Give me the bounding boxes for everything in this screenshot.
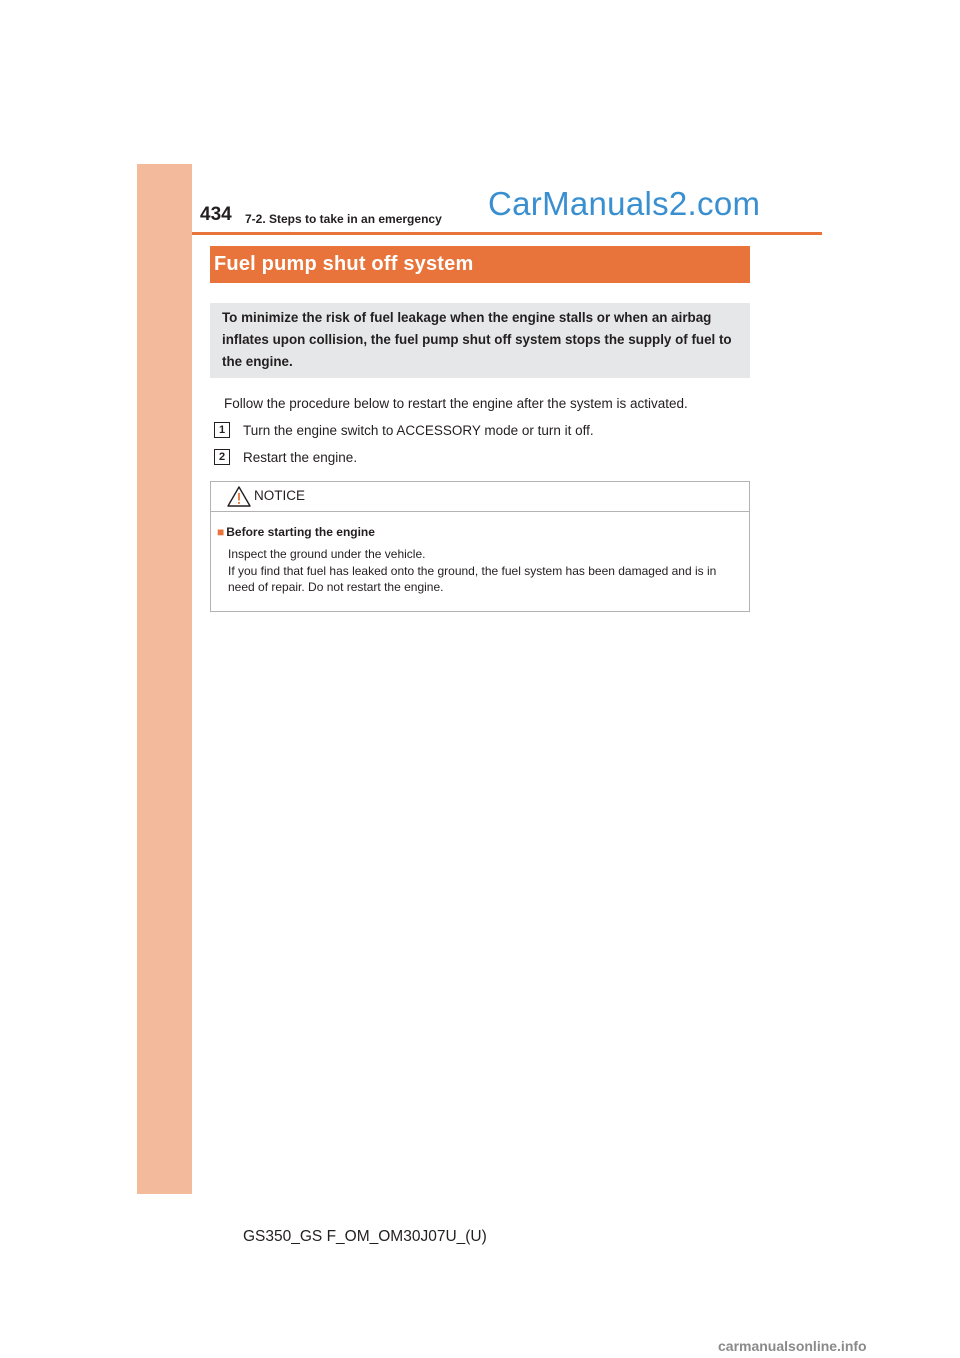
document-code: GS350_GS F_OM_OM30J07U_(U)	[243, 1228, 487, 1245]
page-number: 434	[200, 204, 232, 225]
notice-header	[211, 482, 749, 512]
step-text: Turn the engine switch to ACCESSORY mode or turn it off.	[243, 423, 594, 438]
notice-line: Inspect the ground under the vehicle.	[228, 547, 426, 561]
footer-watermark: carmanualsonline.info	[718, 1338, 867, 1354]
page-heading: Fuel pump shut off system	[214, 253, 474, 275]
notice-label: NOTICE	[254, 488, 306, 503]
notice-body	[228, 546, 743, 596]
section-title: 7-2. Steps to take in an emergency	[245, 212, 442, 226]
intro-text: To minimize the risk of fuel leakage when the engine stalls or when an airbag inflates upon collision, the fuel pump shut off system stops the supply of fuel to the engine.	[222, 310, 732, 369]
notice-item-title	[217, 525, 375, 540]
heading-bar	[210, 246, 750, 283]
notice-item-title-text: Before starting the engine	[226, 525, 375, 539]
intro-box	[210, 303, 750, 378]
notice-box	[210, 481, 750, 612]
header-rule	[192, 232, 822, 235]
step-number-badge: 1	[214, 422, 230, 438]
step-number-badge: 2	[214, 449, 230, 465]
notice-line: If you find that fuel has leaked onto the ground, the fuel system has been damaged and is in need of repair. Do not restart the engine.	[228, 563, 717, 594]
procedure-text: Follow the procedure below to restart the engine after the system is activated.	[224, 396, 688, 411]
step-text: Restart the engine.	[243, 450, 358, 465]
site-watermark: CarManuals2.com	[488, 185, 761, 222]
warning-triangle-icon	[227, 485, 251, 507]
bullet-square-icon: ■	[217, 525, 225, 539]
side-tab	[137, 164, 192, 1194]
